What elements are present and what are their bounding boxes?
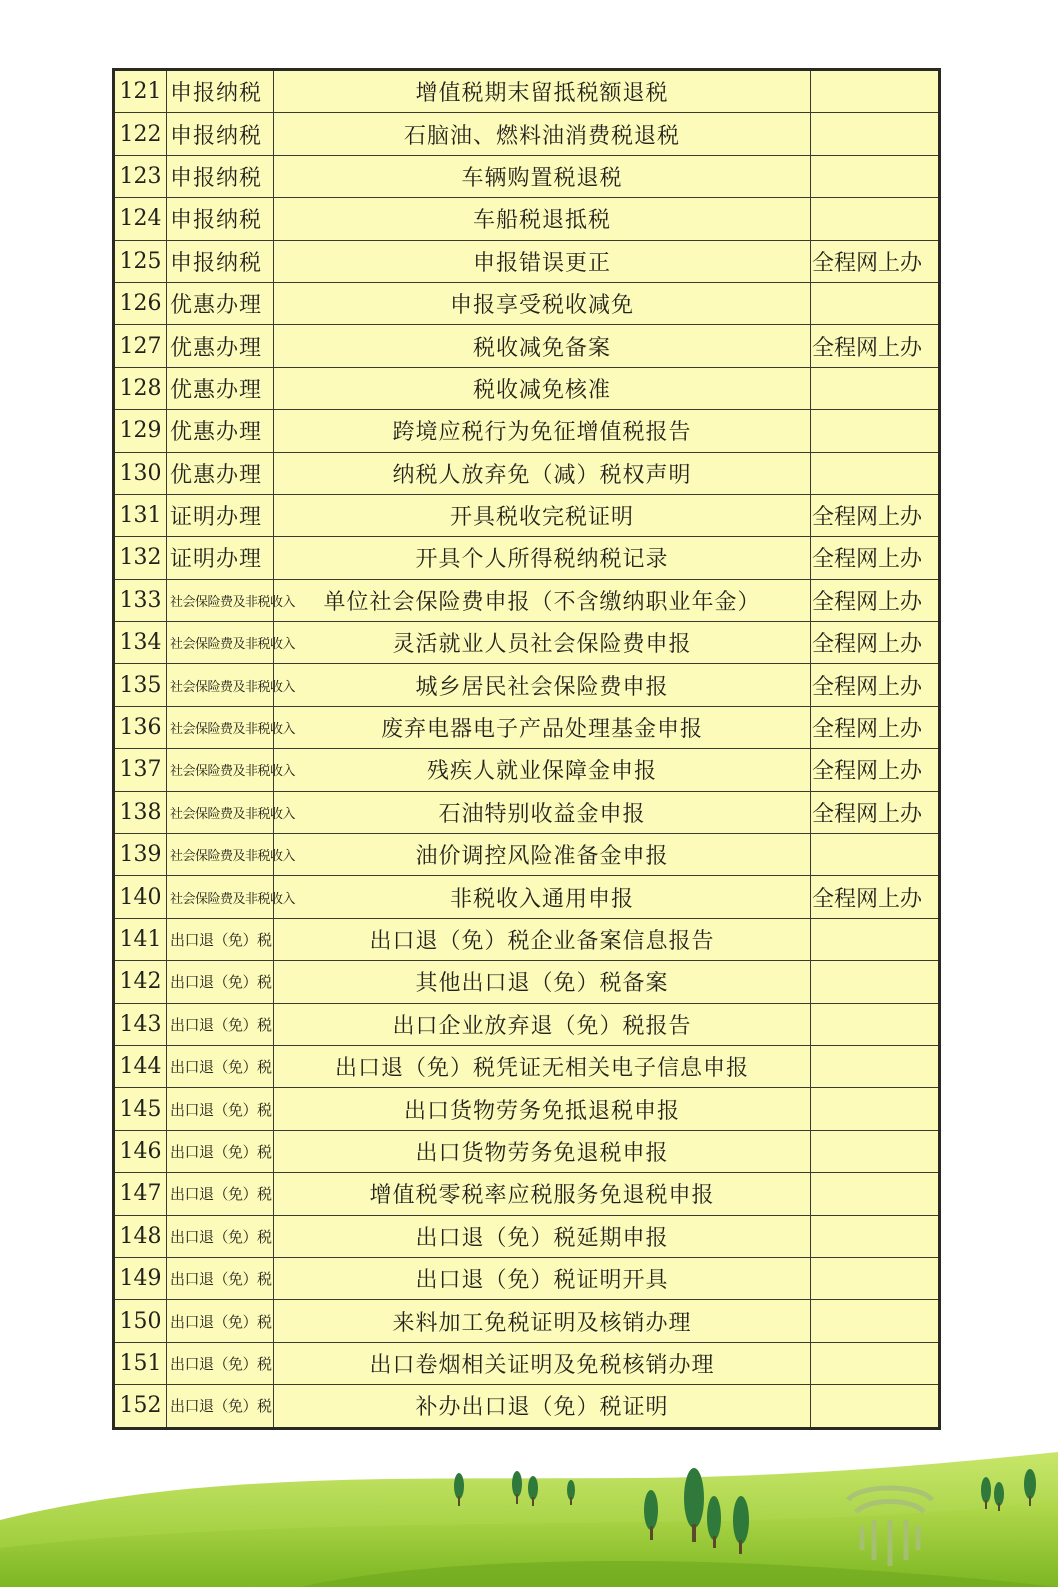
row-category: 出口退（免）税 xyxy=(167,1173,274,1215)
table-row xyxy=(114,537,940,579)
row-number: 151 xyxy=(114,1342,167,1384)
row-number: 131 xyxy=(114,494,167,536)
row-item: 石油特别收益金申报 xyxy=(274,791,811,833)
row-note xyxy=(811,1088,940,1130)
row-category: 出口退（免）税 xyxy=(167,1215,274,1257)
row-item: 申报享受税收减免 xyxy=(274,282,811,324)
row-note xyxy=(811,1300,940,1342)
row-category: 优惠办理 xyxy=(167,410,274,452)
row-item: 残疾人就业保障金申报 xyxy=(274,749,811,791)
row-number: 134 xyxy=(114,622,167,664)
table-row xyxy=(114,1003,940,1045)
row-category: 优惠办理 xyxy=(167,452,274,494)
row-item: 车辆购置税退税 xyxy=(274,155,811,197)
row-number: 129 xyxy=(114,410,167,452)
row-item: 车船税退抵税 xyxy=(274,198,811,240)
row-number: 126 xyxy=(114,282,167,324)
row-item: 灵活就业人员社会保险费申报 xyxy=(274,622,811,664)
table-row xyxy=(114,240,940,282)
table-row xyxy=(114,1130,940,1172)
table-row xyxy=(114,1257,940,1299)
row-category: 社会保险费及非税收入 xyxy=(167,876,274,918)
row-note: 全程网上办 xyxy=(811,876,940,918)
row-item: 废弃电器电子产品处理基金申报 xyxy=(274,706,811,748)
row-note xyxy=(811,918,940,960)
row-note xyxy=(811,70,940,113)
row-item: 税收减免备案 xyxy=(274,325,811,367)
row-note xyxy=(811,113,940,155)
row-note: 全程网上办 xyxy=(811,325,940,367)
row-category: 社会保险费及非税收入 xyxy=(167,622,274,664)
row-category: 申报纳税 xyxy=(167,70,274,113)
row-item: 出口退（免）税延期申报 xyxy=(274,1215,811,1257)
row-category: 社会保险费及非税收入 xyxy=(167,664,274,706)
row-item: 出口退（免）税凭证无相关电子信息申报 xyxy=(274,1045,811,1087)
row-category: 出口退（免）税 xyxy=(167,1003,274,1045)
row-number: 128 xyxy=(114,367,167,409)
row-item: 出口货物劳务免抵退税申报 xyxy=(274,1088,811,1130)
table-row xyxy=(114,622,940,664)
row-number: 137 xyxy=(114,749,167,791)
table-row xyxy=(114,1215,940,1257)
row-category: 申报纳税 xyxy=(167,240,274,282)
row-number: 144 xyxy=(114,1045,167,1087)
row-item: 非税收入通用申报 xyxy=(274,876,811,918)
table-row xyxy=(114,749,940,791)
row-item: 出口货物劳务免退税申报 xyxy=(274,1130,811,1172)
row-item: 增值税零税率应税服务免退税申报 xyxy=(274,1173,811,1215)
row-note xyxy=(811,410,940,452)
row-number: 124 xyxy=(114,198,167,240)
row-category: 出口退（免）税 xyxy=(167,1088,274,1130)
service-items-table xyxy=(112,68,941,1430)
row-note: 全程网上办 xyxy=(811,791,940,833)
table-row xyxy=(114,494,940,536)
row-category: 出口退（免）税 xyxy=(167,1257,274,1299)
row-item: 申报错误更正 xyxy=(274,240,811,282)
row-note xyxy=(811,1385,940,1428)
row-note xyxy=(811,1003,940,1045)
row-item: 城乡居民社会保险费申报 xyxy=(274,664,811,706)
row-number: 130 xyxy=(114,452,167,494)
row-number: 142 xyxy=(114,961,167,1003)
table-row xyxy=(114,198,940,240)
row-category: 出口退（免）税 xyxy=(167,1342,274,1384)
row-number: 143 xyxy=(114,1003,167,1045)
row-item: 增值税期末留抵税额退税 xyxy=(274,70,811,113)
row-number: 149 xyxy=(114,1257,167,1299)
row-number: 140 xyxy=(114,876,167,918)
row-number: 123 xyxy=(114,155,167,197)
row-item: 出口退（免）税证明开具 xyxy=(274,1257,811,1299)
row-item: 石脑油、燃料油消费税退税 xyxy=(274,113,811,155)
row-item: 其他出口退（免）税备案 xyxy=(274,961,811,1003)
row-number: 138 xyxy=(114,791,167,833)
table-row xyxy=(114,1045,940,1087)
row-item: 纳税人放弃免（减）税权声明 xyxy=(274,452,811,494)
row-note xyxy=(811,1045,940,1087)
grass-hill xyxy=(0,1452,1058,1587)
row-note: 全程网上办 xyxy=(811,240,940,282)
row-number: 125 xyxy=(114,240,167,282)
row-category: 申报纳税 xyxy=(167,113,274,155)
row-category: 社会保险费及非税收入 xyxy=(167,834,274,876)
row-category: 申报纳税 xyxy=(167,198,274,240)
row-note: 全程网上办 xyxy=(811,579,940,621)
row-item: 来料加工免税证明及核销办理 xyxy=(274,1300,811,1342)
row-category: 出口退（免）税 xyxy=(167,918,274,960)
row-note: 全程网上办 xyxy=(811,622,940,664)
row-category: 优惠办理 xyxy=(167,282,274,324)
row-note xyxy=(811,155,940,197)
row-note xyxy=(811,452,940,494)
table-row xyxy=(114,706,940,748)
row-category: 社会保险费及非税收入 xyxy=(167,579,274,621)
row-category: 证明办理 xyxy=(167,494,274,536)
table-row xyxy=(114,834,940,876)
row-category: 申报纳税 xyxy=(167,155,274,197)
row-item: 单位社会保险费申报（不含缴纳职业年金） xyxy=(274,579,811,621)
row-category: 优惠办理 xyxy=(167,325,274,367)
row-number: 139 xyxy=(114,834,167,876)
table-row xyxy=(114,367,940,409)
row-note xyxy=(811,1257,940,1299)
row-note: 全程网上办 xyxy=(811,664,940,706)
row-number: 146 xyxy=(114,1130,167,1172)
row-number: 147 xyxy=(114,1173,167,1215)
row-number: 150 xyxy=(114,1300,167,1342)
row-note xyxy=(811,961,940,1003)
row-item: 开具税收完税证明 xyxy=(274,494,811,536)
row-category: 证明办理 xyxy=(167,537,274,579)
row-number: 136 xyxy=(114,706,167,748)
row-item: 出口卷烟相关证明及免税核销办理 xyxy=(274,1342,811,1384)
row-note xyxy=(811,367,940,409)
row-note xyxy=(811,1173,940,1215)
row-category: 出口退（免）税 xyxy=(167,1300,274,1342)
table-row xyxy=(114,1385,940,1428)
table-row xyxy=(114,282,940,324)
row-category: 出口退（免）税 xyxy=(167,1045,274,1087)
row-item: 油价调控风险准备金申报 xyxy=(274,834,811,876)
row-note: 全程网上办 xyxy=(811,494,940,536)
row-category: 社会保险费及非税收入 xyxy=(167,706,274,748)
row-number: 121 xyxy=(114,70,167,113)
row-item: 税收减免核准 xyxy=(274,367,811,409)
table-row xyxy=(114,918,940,960)
table-row xyxy=(114,410,940,452)
table-row xyxy=(114,1088,940,1130)
row-category: 优惠办理 xyxy=(167,367,274,409)
table-row xyxy=(114,791,940,833)
table-row xyxy=(114,579,940,621)
row-number: 122 xyxy=(114,113,167,155)
row-note xyxy=(811,834,940,876)
row-category: 社会保险费及非税收入 xyxy=(167,749,274,791)
row-note xyxy=(811,198,940,240)
row-category: 出口退（免）税 xyxy=(167,1385,274,1428)
row-category: 社会保险费及非税收入 xyxy=(167,791,274,833)
row-note xyxy=(811,282,940,324)
table-row xyxy=(114,70,940,113)
row-number: 145 xyxy=(114,1088,167,1130)
table-row xyxy=(114,325,940,367)
table-body xyxy=(114,70,940,1429)
row-item: 出口企业放弃退（免）税报告 xyxy=(274,1003,811,1045)
row-note: 全程网上办 xyxy=(811,749,940,791)
row-category: 出口退（免）税 xyxy=(167,961,274,1003)
row-note: 全程网上办 xyxy=(811,537,940,579)
table-row xyxy=(114,664,940,706)
row-item: 跨境应税行为免征增值税报告 xyxy=(274,410,811,452)
row-number: 135 xyxy=(114,664,167,706)
table-row xyxy=(114,113,940,155)
row-note: 全程网上办 xyxy=(811,706,940,748)
row-item: 开具个人所得税纳税记录 xyxy=(274,537,811,579)
row-number: 133 xyxy=(114,579,167,621)
row-category: 出口退（免）税 xyxy=(167,1130,274,1172)
table-row xyxy=(114,961,940,1003)
row-note xyxy=(811,1215,940,1257)
row-item: 出口退（免）税企业备案信息报告 xyxy=(274,918,811,960)
table-row xyxy=(114,452,940,494)
table-row xyxy=(114,876,940,918)
row-number: 148 xyxy=(114,1215,167,1257)
row-note xyxy=(811,1130,940,1172)
row-number: 141 xyxy=(114,918,167,960)
row-number: 127 xyxy=(114,325,167,367)
table-row xyxy=(114,1300,940,1342)
row-item: 补办出口退（免）税证明 xyxy=(274,1385,811,1428)
row-number: 132 xyxy=(114,537,167,579)
table-row xyxy=(114,1342,940,1384)
table-row xyxy=(114,1173,940,1215)
row-number: 152 xyxy=(114,1385,167,1428)
table-row xyxy=(114,155,940,197)
row-note xyxy=(811,1342,940,1384)
